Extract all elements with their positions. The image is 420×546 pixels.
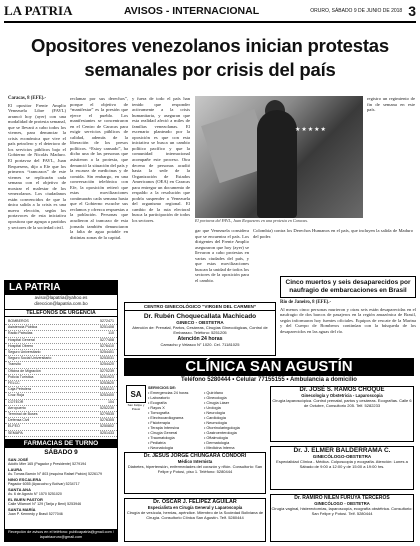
pharmacy-name: SANTA MARÍA [8, 506, 36, 512]
pharmacy-phone: 5253946 [67, 501, 82, 506]
clinic-service-label: Cirugía Láser [206, 401, 230, 405]
directory-row [5, 431, 117, 437]
clinic-service-label: Cardiología [206, 416, 226, 420]
directory-row-phone: 5253620 [100, 381, 114, 386]
dr-ramos-name: Dr. JOSÉ S. RAMOS CHOQUE [299, 387, 385, 393]
dr-felipez-name: Dr. OSCAR J. FELIPEZ AGUILAR [153, 499, 237, 505]
directory-row-phone: 5250802 [100, 424, 114, 429]
clinic-service-label: Emergencias 24 horas [150, 391, 189, 395]
photo-flag-stars: ★★★★★ [295, 127, 327, 133]
pharmacy-phone: 5277046 [48, 511, 63, 516]
gyn-ad-hours: Atención 24 horas [177, 335, 223, 342]
directory-row-label: Terminal de Buses [8, 412, 38, 417]
gyn-ad-address: Camacho y Velasco N° 1020. Cel. 71181025 [160, 341, 240, 347]
directory-row-phone: 5252230 [100, 405, 114, 410]
clinic-service-label: Urología [206, 406, 221, 410]
emergency-directory [4, 280, 118, 542]
dr-furuya-role: GINECÓLOGO - OBSTETRA [314, 501, 370, 506]
clinic-services-list-b [204, 391, 266, 451]
directory-row-phone: 5276305 [100, 418, 114, 423]
brazil-news-text: Al menos cinco personas murieron y otras seis están desaparecidas en el naufragio de dos barcos de pasajeros en la región amazónica de Brasil, según informaron hoy fuentes oficiales. Equipos de rescate de la Marina y del Cuerpo de Bomberos continúan con la búsqueda de los desaparecidos en las aguas del río. [280, 306, 416, 334]
pharmacy-address: Adolfo Mier 165 (Pagador y Presidente) [8, 461, 72, 466]
clinic-logo: SA [126, 385, 146, 403]
pharmacy-address-line [5, 512, 117, 517]
directory-row-label: Hospital General [8, 337, 35, 342]
doctor-felipez-ad [124, 498, 266, 542]
main-headline: Opositores venezolanos inician protestas semanales por crisis del país [31, 35, 389, 80]
clinic-service-item: • Tomografía [148, 411, 170, 415]
doctor-chungara-ad [124, 452, 266, 494]
clinic-service-item: • Emergencias 24 horas [148, 391, 189, 395]
pharmacy-name: NINO ESCALERA [8, 476, 42, 482]
clinic-service-item: • Cirugía Láser [204, 401, 230, 405]
brazil-news-byline: Rio de Janeiro, 8 (EFE).- [280, 300, 332, 305]
pharmacy-address: Juan P. Kennedy y Brasil [8, 511, 48, 516]
clinic-service-label: Traumatología [150, 436, 175, 440]
directory-row-phone: 5279535 [100, 412, 114, 417]
directory-row-phone: 5254420 [100, 362, 114, 367]
directory-row-label: Oficina de Migración [8, 368, 41, 373]
directory-row-phone: 5272471 [100, 319, 114, 323]
clinic-service-label: Neonatología [150, 446, 173, 450]
directory-row-label: Aeropuerto [8, 405, 26, 410]
clinic-service-item: • Laboratorio [148, 396, 170, 400]
directory-row-label: Hospital Obrero [8, 343, 34, 348]
clinic-service-item: • Fisioterapia [148, 421, 171, 425]
gyn-ad-doctor: Dr. Rubén Choquecallata Machicado [143, 313, 257, 320]
pharmacy-address: Av. Tomas Barrón N° 803 (esquina Rafael Pabón) [8, 471, 87, 476]
clinic-service-item: • Oftalmología [204, 436, 228, 440]
clinic-service-label: Quirófano [206, 391, 224, 395]
directory-row-label: Caja Petrolera [8, 387, 31, 392]
article-column-6 [367, 96, 415, 274]
clinic-service-item: • Neumología [204, 421, 227, 425]
directory-row-label: COTEOR [8, 399, 24, 404]
directory-row-label: Asistencia Pública [8, 325, 38, 330]
directory-row-phone: 5270239 [100, 368, 114, 373]
dr-ramos-role: Ginecología y Obstetricia - Laparoscopia [301, 393, 383, 398]
dr-furuya-name: Dr. RAMIRO NILEN FURUYA TERCEROS [294, 495, 390, 501]
photo-caption: El portavoz del FAVL, Juan Requesens en una protesta en Caracas. [195, 218, 309, 223]
article-column-3 [132, 96, 190, 274]
dr-chungara-text: Diabetes, hipertensión, enfermedades del corazón y riñón. Consultorio: San Felipe y Potosí, piso 1. Teléfono: 5280444 [127, 464, 263, 475]
article-column-5 [253, 228, 413, 242]
article-text-2: reclamar por sus derechos”, porque el objetivo de “manifestar” es la presión que ejerce el pueblo. Los manifestantes se concentraron en el Centro de Caracas para exigir servicios públicos de calidad, además de la liberación de los presos políticos. “Estoy cansado”, ha dicho una de las personas que asistieron a la protesta, que denunció la situación del país y la escasez de medicinas y de comida. Sin embargo, en una conversación telefónica con Efe, la oposición reiteró que estas movilizaciones continuarán cada semana hasta que el Gobierno escuche sus reclamos y ofrezca respuestas a la población. Personas que acudieron al trancazo de esta jornada también denunciaron la falta de agua potable en distintas zonas de la capital. [70, 96, 128, 240]
gyn-ad-title: CENTRO GINECOLÓGICO “VIRGEN DEL CARMEN” [125, 303, 275, 311]
clinic-service-label: Rayos X [150, 406, 165, 410]
newspaper-brand: LA PATRIA [4, 3, 73, 18]
clinic-banner: CLÍNICA SAN AGUSTÍN [124, 358, 414, 376]
clinic-service-label: Medicina Interna [206, 446, 235, 450]
clinic-service-label: Neurología [206, 411, 225, 415]
dr-balderrama-name: Dr. J. ELMER BALDERRAMA C. [293, 447, 391, 454]
clinic-service-label: Tomografía [150, 411, 170, 415]
clinic-service-label: Dermatología [206, 441, 230, 445]
section-title: AVISOS - INTERNACIONAL [124, 5, 260, 17]
directory-row-label: Policía Turística [8, 374, 34, 379]
directory-footer: Recepción de avisos en el teléfono: publicapatria@gmail.com / lapatriaoruro@gmail.com [5, 529, 117, 541]
pharmacy-phone: 5279194 [72, 461, 87, 466]
clinic-service-label: Cirugía General [150, 431, 178, 435]
pharmacy-name: SAN JOSÉ [8, 456, 29, 462]
directory-subtitle: TELÉFONOS DE URGENCIA [5, 309, 117, 317]
clinic-service-label: Neumología [206, 421, 227, 425]
pharmacy-day: SÁBADO 9 [5, 448, 117, 457]
clinic-services-b [204, 391, 266, 451]
directory-row-label: Seguro Social Universitario [8, 356, 52, 361]
clinic-service-label: Electrocardiograma [150, 416, 184, 420]
directory-row-phone: 5251923 [100, 374, 114, 379]
pharmacy-address: Av. 6 de Agosto N° 1570 [8, 491, 47, 496]
directory-email-2: direccion@lapatria.com.bo [34, 301, 88, 306]
directory-title: LA PATRIA [5, 281, 117, 295]
directory-row-label: SEMAPA [8, 430, 23, 435]
directory-row-phone: 5254401 [100, 350, 114, 355]
pharmacy-address: Calle Villarroel N° 129 (Tarija y Beni) [8, 501, 67, 506]
pharmacy-name: LAURA [8, 466, 22, 472]
directory-row-label: ELFEO [8, 424, 20, 429]
issue-date: ORURO, SÁBADO 9 DE JUNIO DE 2018 [310, 8, 403, 14]
clinic-service-item: • Quirófano [204, 391, 224, 395]
directory-row-phone: 5251408 [100, 325, 114, 330]
directory-row-phone: 5253400 [100, 393, 114, 398]
doctor-balderrama-ad [270, 446, 414, 490]
clinic-service-item: • Medicina Interna [204, 446, 235, 450]
dr-balderrama-role: GINECÓLOGO-OBSTETRA [312, 454, 372, 459]
dr-chungara-name: Dr. JESÚS JORGE CHUNGARA CONDORI [143, 453, 247, 459]
directory-row-label: Defensa Civil [8, 418, 30, 423]
masthead [4, 2, 416, 20]
directory-row-label: Cruz Roja [8, 393, 24, 398]
pharmacy-title: FARMACIAS DE TURNO [5, 439, 117, 448]
clinic-service-item: • Gastroenterología [204, 431, 237, 435]
directory-row-phone: 5277408 [100, 337, 114, 342]
directory-email-1: aviso@lapatria@yahoo.es [34, 295, 88, 300]
clinic-phone: Teléfono 5280444 • Celular 77155155 • Ambulancia a domicilio [181, 377, 357, 383]
pharmacy-name: SANTA ANA [8, 486, 31, 492]
clinic-service-label: Oftalmología [206, 436, 228, 440]
clinic-logo-caption: San Felipe y Potosí [127, 403, 145, 411]
article-column-1 [8, 96, 66, 274]
directory-row-phone: 5253031 [100, 356, 114, 361]
article-column-4 [195, 228, 249, 283]
photo-person-body [257, 110, 297, 218]
clinic-service-item: • Rayos X [148, 406, 165, 410]
article-byline: Caracas, 8 (EFE).- [8, 96, 47, 101]
directory-row-label: FELCC [8, 381, 20, 386]
clinic-service-item: • Pediatría [148, 441, 166, 445]
dr-chungara-role: Médico Internista [177, 459, 213, 464]
article-text-3: y fuera de todo el país han tenido que responder activamente a la crisis humanitaria, y aseguran que esta realidad afectó a miles de familias venezolanas. El escenario planteado por la oposición es que con esta iniciativa se busca un cambio político pacífico y que la comunidad internacional acompañe este proceso. Otra decena de personas acudió hasta la sede de la Organización de Estados Americanos (OEA) en Caracas para entregar un documento de respaldo a la resolución que podría suspender a Venezuela del organismo regional. El cambio de la ruta electoral busca la participación de todos los sectores. [132, 96, 190, 224]
directory-phone-list [5, 319, 117, 437]
clinic-service-label: Laboratorio [150, 396, 170, 400]
clinic-service-item: • Ginecología [204, 396, 227, 400]
article-text-5: Colombia) contra los Derechos Humanos en el país, que incluyen la salida de Maduro del poder. [253, 228, 413, 239]
directory-row-label: BOMBEROS [8, 319, 29, 323]
article-text-4: gar que Venezuela considera que se encuentra el país. Los dirigentes del Frente Amplio aseguraron que hoy (ayer) se llevaron a cabo protestas en varias ciudades del país, y que estas movilizaciones buscan la unidad de todos los sectores de la oposición para el cambio. [195, 228, 249, 283]
clinic-service-label: Gastroenterología [206, 431, 237, 435]
brazil-news-title: Cinco muertos y seis desaparecidos por naufragio de embarcaciones en Brasil [280, 276, 416, 298]
clinic-service-item: • Electrocardiograma [148, 416, 184, 420]
clinic-service-item: • Ecografía [148, 401, 167, 405]
directory-row-label: Transito [8, 362, 21, 367]
article-column-2 [70, 96, 128, 274]
pharmacy-phone: 5234717 [65, 481, 80, 486]
pharmacy-name: EL BUEN PASTOR [8, 496, 43, 502]
clinic-service-item: • Dermatología [204, 441, 230, 445]
directory-row-phone: 104 [108, 399, 114, 404]
clinic-service-item: • Terapia Intensiva [148, 426, 180, 430]
dr-felipez-role: Especialista en Cirugía General y Laparoscopía [147, 505, 243, 510]
directory-row-phone: 5253121 [100, 387, 114, 392]
clinic-service-item: • Traumatología [148, 436, 175, 440]
clinic-service-item: • Urología [204, 406, 221, 410]
clinic-service-item: • Otorrinolaringología [204, 426, 240, 430]
article-text-1: El opositor Frente Amplio Venezuela Libre (FAVL) arrancó hoy (ayer) con una modalidad de protesta semanal, que se llevará a cabo todos los viernes, para denunciar la crisis económica que vive el país petrolero y el deterioro de los servicios públicos bajo el Gobierno de Nicolás Maduro. El portavoz del FAVL, Juan Requesens, dijo a Efe que los primeros “trancazos” de este viernes se replicarán cada semana con el objetivo de mostrar el malestar de los venezolanos. Los ciudadanos están convencidos de que la única salida a la crisis es una nueva elección, según los portavoces de esta iniciativa opositora que agrupa a partidos y sectores de la sociedad civil. [8, 102, 66, 230]
gyn-ad-role: GINECO - OBSTETRA [176, 320, 224, 325]
pharmacy-list [5, 457, 117, 517]
protest-photo [195, 96, 363, 218]
pharmacy-phone: 5251020 [47, 491, 62, 496]
dr-furuya-text: Cirugía vaginal, histerectomías, laparoscopía, ecografía obstétrica. Consultorio: San Felipe y Potosí. Telf. 5280444 [271, 506, 413, 517]
clinic-service-label: Pediatría [150, 441, 166, 445]
doctor-ramos-ad [270, 386, 414, 442]
clinic-service-item: • Neonatología [148, 446, 173, 450]
clinic-services-title: SERVICIOS DE: [148, 386, 177, 390]
pharmacy-address: Pagador 6055 (Ayacucho y Bolívar) [8, 481, 65, 486]
dr-ramos-text: Cirugía laparoscópica. Control prenatal, partos y cesáreas. Ecografías. Calle 6 de Octubre, Consultorio 205. Telf. 5282233 [272, 398, 412, 409]
clinic-service-label: Ecografía [150, 401, 167, 405]
article-text-6: registro un regimiento de fin de semana en este país. [367, 96, 415, 113]
brazil-news-body [280, 300, 416, 356]
masthead-rule [4, 21, 416, 23]
dr-balderrama-text: Especialidad Clínica - Médica. Colposcopia y ecografía. Atención: Lunes a Sábado de 9:00 a 12:00 y de 15:00 a 19:00 hrs. [276, 459, 408, 470]
pharmacy-phone: 5226179 [87, 471, 102, 476]
dr-felipez-text: Cirugía de vesícula, hernias, apéndice. Miembro de la Sociedad Boliviana de Cirugía. Consultorio Clínica San Agustín. Telf. 5280444 [126, 510, 264, 521]
clinic-service-label: Terapia Intensiva [150, 426, 180, 430]
directory-row-phone: 5251433 [100, 430, 114, 435]
directory-row-label: Radio Patrullas [8, 331, 33, 336]
directory-row-phone: 5276410 [100, 343, 114, 348]
directory-row-phone: 110 [108, 331, 114, 336]
clinic-service-label: Ginecología [206, 396, 227, 400]
gynecology-center-ad [124, 302, 276, 356]
directory-row-label: Seguro Universitario [8, 350, 41, 355]
page-number: 3 [408, 3, 416, 19]
clinic-service-label: Fisioterapia [150, 421, 171, 425]
doctor-furuya-ad [270, 494, 414, 542]
clinic-service-item: • Cirugía General [148, 431, 178, 435]
clinic-service-item: • Cardiología [204, 416, 226, 420]
gyn-ad-text: Atención de: Prenatal, Partos, Cesáreas, Cirugías Ginecológicas, Control de Embarazo. Teléfono: 5251205 [132, 325, 268, 336]
clinic-service-label: Otorrinolaringología [206, 426, 240, 430]
clinic-service-item: • Neurología [204, 411, 225, 415]
